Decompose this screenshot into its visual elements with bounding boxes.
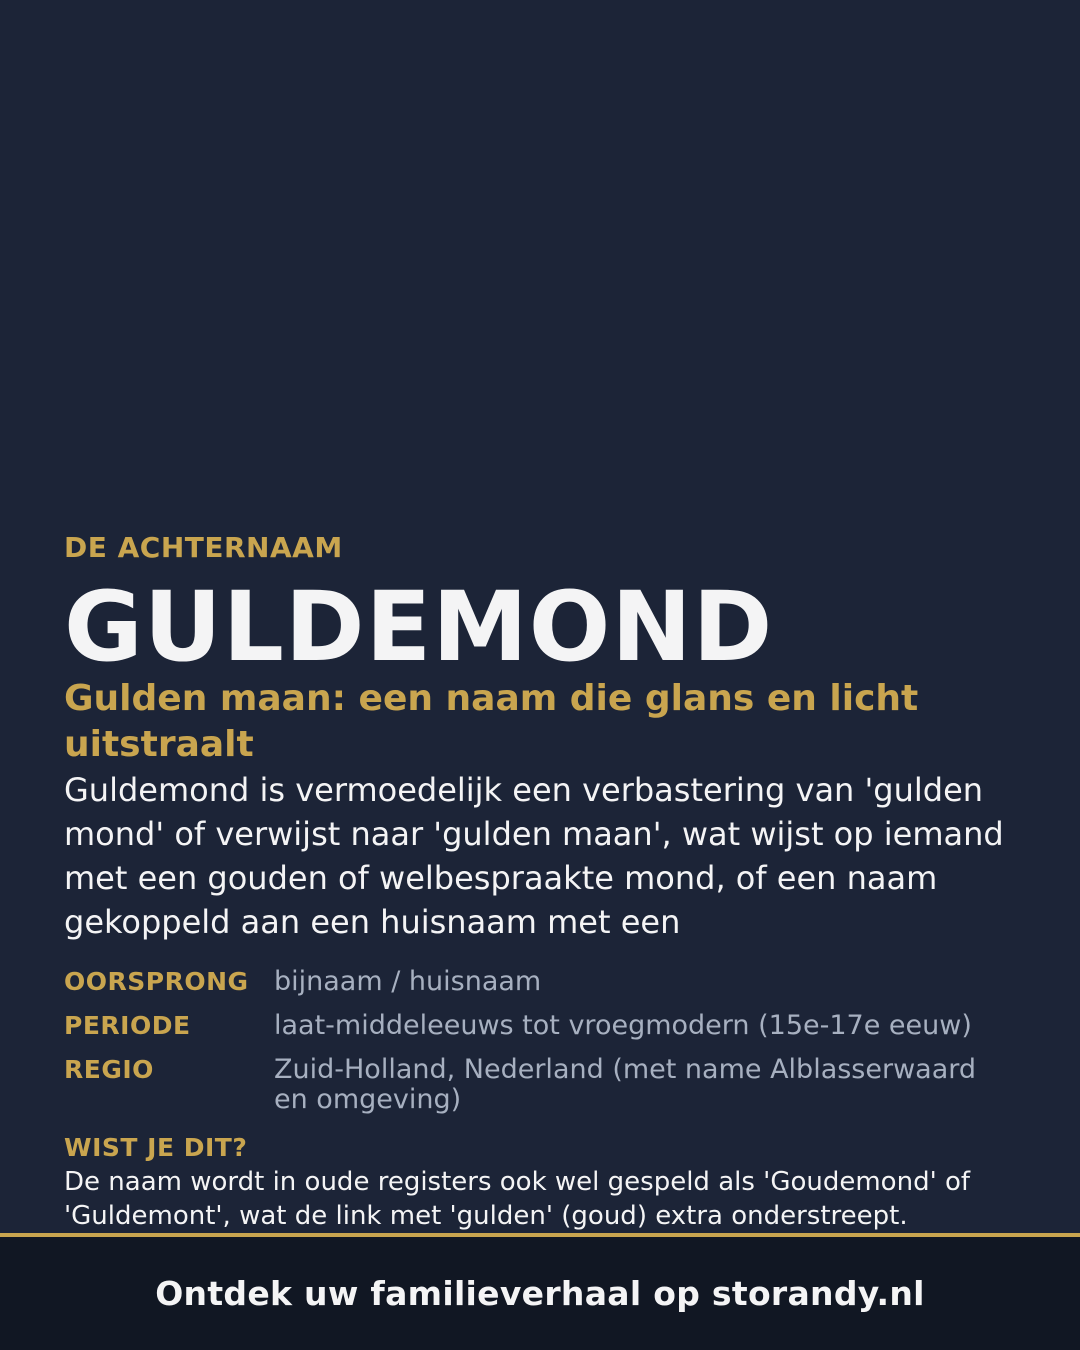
fact-value-region: Zuid-Holland, Nederland (met name Alblasserwaard en omgeving) [274,1054,977,1115]
fact-label-region: REGIO [64,1055,154,1084]
fact-row-period [64,1011,1024,1041]
fact-row-region [64,1055,1024,1115]
did-you-know-text: De naam wordt in oude registers ook wel gespeld als 'Goudemond' of 'Guldemont', wat de link met 'gulden' (goud) extra onderstreept. [64,1167,971,1231]
fact-value-period: laat-middeleeuws tot vroegmodern (15e-17e eeuw) [274,1010,972,1041]
eyebrow-label: DE ACHTERNAAM [64,531,343,564]
footer-cta[interactable]: Ontdek uw familieverhaal op storandy.nl [155,1274,925,1313]
footer-banner [0,1233,1080,1350]
fact-row-origin [64,967,1024,997]
fact-value-origin: bijnaam / huisnaam [274,966,542,997]
tagline: Gulden maan: een naam die glans en licht uitstraalt [64,678,919,765]
fact-label-origin: OORSPRONG [64,967,249,996]
did-you-know-label: WIST JE DIT? [64,1133,248,1162]
surname-title: GULDEMOND [64,571,774,683]
fact-label-period: PERIODE [64,1011,191,1040]
facts-list [64,967,1024,1115]
surname-card [64,531,1024,1233]
description-text: Guldemond is vermoedelijk een verbastering van 'gulden mond' of verwijst naar 'gulden maan', wat wijst op iemand met een gouden of welbespraakte mond, of een naam gekoppeld aan een huisnaam met een [64,771,1004,941]
